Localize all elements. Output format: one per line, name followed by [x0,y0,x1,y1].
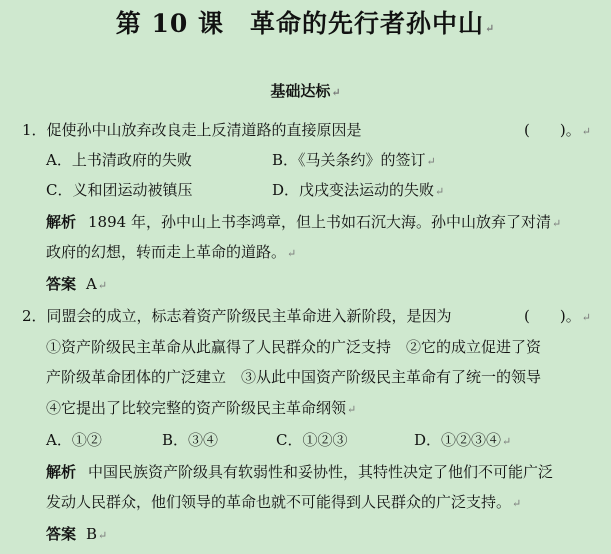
paragraph-mark-icon: ↵ [581,125,591,138]
paragraph-mark-icon: ↵ [512,497,522,510]
q1-answer-label: 答案 [46,275,77,293]
lesson-number: 第 10 课 [115,9,224,38]
q1-paren-text: ( )。 [524,121,581,139]
q2-answer-paren [524,306,591,328]
q2-option-d-text: D．①②③④ [414,431,502,449]
paragraph-mark-icon: ↵ [551,217,562,230]
paragraph-mark-icon: ↵ [485,22,496,35]
q2-stem: 2．同盟会的成立，标志着资产阶级民主革命进入新阶段，是因为 [22,307,452,325]
q2-analysis [46,462,553,482]
q1-answer-value: A [86,275,97,293]
paragraph-mark-icon: ↵ [331,86,341,99]
q1-option-b [272,150,436,172]
q2-answer-label: 答案 [46,525,77,543]
q2-statement-line-2: 产阶级革命团体的广泛建立 ③从此中国资产阶级民主革命有了统一的领导 [46,368,542,386]
q2-statement-line-3 [46,398,356,420]
paragraph-mark-icon: ↵ [426,155,436,168]
q2-answer-value: B [86,525,98,543]
q1-option-d-text: D．戊戌变法运动的失败 [272,181,435,199]
section-title [0,80,611,101]
paragraph-mark-icon: ↵ [502,435,512,448]
q1-stem: 1．促使孙中山放弃改良走上反清道路的直接原因是 [22,121,362,139]
q2-option-a: A．①② [46,431,102,449]
paragraph-mark-icon: ↵ [347,403,357,416]
paragraph-mark-icon: ↵ [287,247,297,260]
q2-analysis-line1: 中国民族资产阶级具有软弱性和妥协性，其特性决定了他们不可能广泛 [88,463,554,481]
q1-option-a: A．上书清政府的失败 [46,151,192,169]
q2-option-b: B．③④ [162,431,219,449]
q2-paren-text: ( )。 [524,307,581,325]
paragraph-mark-icon: ↵ [98,529,108,542]
q1-answer [46,274,107,296]
q1-analysis-cont [46,242,296,264]
section-title-text: 基础达标 [270,82,331,100]
q2-option-c: C．①②③ [276,431,348,449]
lesson-topic: 革命的先行者孙中山 [249,9,484,38]
q1-analysis-line1: 1894 年，孙中山上书李鸿章，但上书如石沉大海。孙中山放弃了对清 [88,213,551,231]
paragraph-mark-icon: ↵ [97,279,108,292]
paragraph-mark-icon: ↵ [435,185,445,198]
q2-analysis-label: 解析 [46,463,77,481]
q1-analysis-line2: 政府的幻想，转而走上革命的道路。 [46,243,287,261]
q2-analysis-line2: 发动人民群众，他们领导的革命也就不可能得到人民群众的广泛支持。 [46,493,512,511]
lesson-title [0,4,611,40]
q1-option-b-text: B．《马关条约》的签订 [272,151,426,169]
q2-answer [46,524,107,546]
q1-option-d [272,180,444,202]
q2-analysis-cont [46,492,521,514]
q1-analysis [46,212,561,234]
q1-option-c: C．义和团运动被镇压 [46,181,193,199]
paragraph-mark-icon: ↵ [581,311,591,324]
q2-option-d [414,430,511,452]
q2-statement-line-3-text: ④它提出了比较完整的资产阶级民主革命纲领 [46,399,347,417]
q1-answer-paren [524,120,591,142]
q2-statement-line-1: ①资产阶级民主革命从此赢得了人民群众的广泛支持 ②它的成立促进了资 [46,338,542,356]
q1-analysis-label: 解析 [46,213,77,231]
